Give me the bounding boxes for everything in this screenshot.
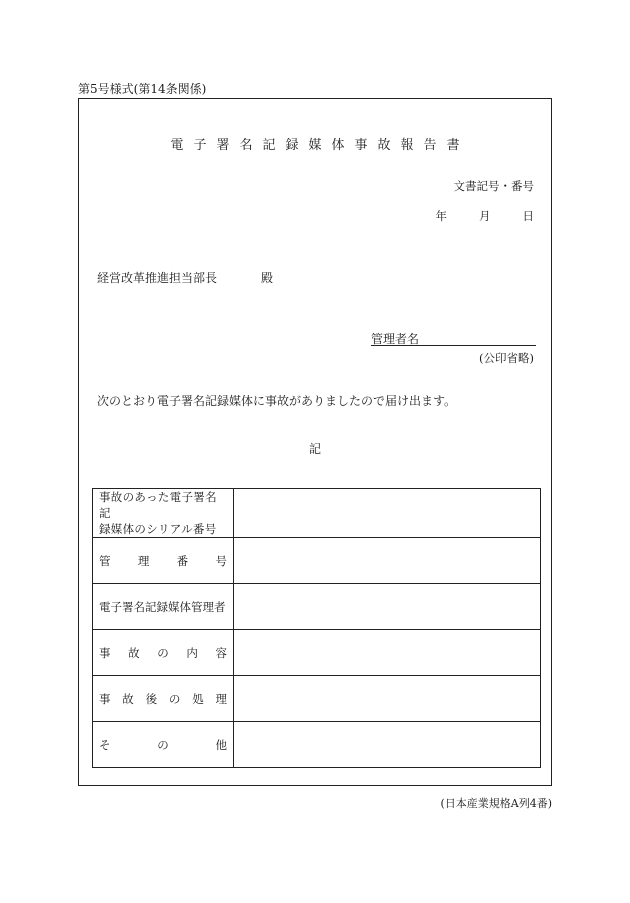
incident-details-value-cell[interactable] [234,630,541,676]
date-year: 年 [435,209,447,223]
label-char: そ [99,737,111,752]
label-char: 番 [176,553,189,568]
label-char: 他 [215,737,227,752]
manager-name-field[interactable] [371,330,536,346]
label-char: 内 [186,645,198,660]
table-row [93,489,541,538]
row-label-serial-number [93,489,234,538]
table-row [93,538,541,584]
addressee: 経営改革推進担当部長 [97,271,218,285]
table-row [93,676,541,722]
label-char: 事 [99,691,111,706]
seal-omitted-note: (公印省略) [479,351,534,365]
table-row [93,630,541,676]
form-number-label: 第5号様式(第14条関係) [78,82,207,96]
date-line [436,208,535,224]
date-day: 日 [522,209,534,223]
post-incident-handling-value-cell[interactable] [234,676,541,722]
media-manager-value-cell[interactable] [234,584,541,630]
label-char: の [157,737,169,752]
label-char: 管 [99,553,111,568]
label-char: 故 [122,691,134,706]
honorific: 殿 [261,271,274,285]
label-char: の [157,645,169,660]
date-month: 月 [479,209,491,223]
manager-name-label: 管理者名 [371,332,420,346]
serial-number-value-cell[interactable] [234,489,541,538]
label-char: 容 [215,645,227,660]
label-char: 号 [215,553,227,568]
row-label-post-incident-handling [93,676,234,722]
row-label-incident-details [93,630,234,676]
document-title: 電子署名記録媒体事故報告書 [170,138,470,153]
label-char: 理 [137,553,150,568]
row-label-media-manager [93,584,234,630]
label-char: 故 [128,645,140,660]
ki-heading: 記 [308,442,321,456]
paper-size-note: (日本産業規格A列4番) [440,797,552,810]
row-label-management-number [93,538,234,584]
document-reference-number: 文書記号・番号 [453,179,534,193]
table-row [93,722,541,768]
row-label-other [93,722,234,768]
label-char: 事 [99,645,111,660]
incident-details-table [92,488,541,768]
label-char: 処 [192,691,204,706]
label-line: 録媒体のシリアル番号 [99,522,217,536]
management-number-value-cell[interactable] [234,538,541,584]
other-value-cell[interactable] [234,722,541,768]
report-frame [78,98,552,786]
label-char: 後 [145,691,158,706]
label-line: 事故のあった電子署名記 [99,490,217,520]
label-text: 電子署名記録媒体管理者 [99,599,226,614]
report-statement: 次のとおり電子署名記録媒体に事故がありましたので届け出ます。 [97,394,457,408]
table-row [93,584,541,630]
label-char: 理 [215,691,227,706]
label-char: の [168,691,181,706]
